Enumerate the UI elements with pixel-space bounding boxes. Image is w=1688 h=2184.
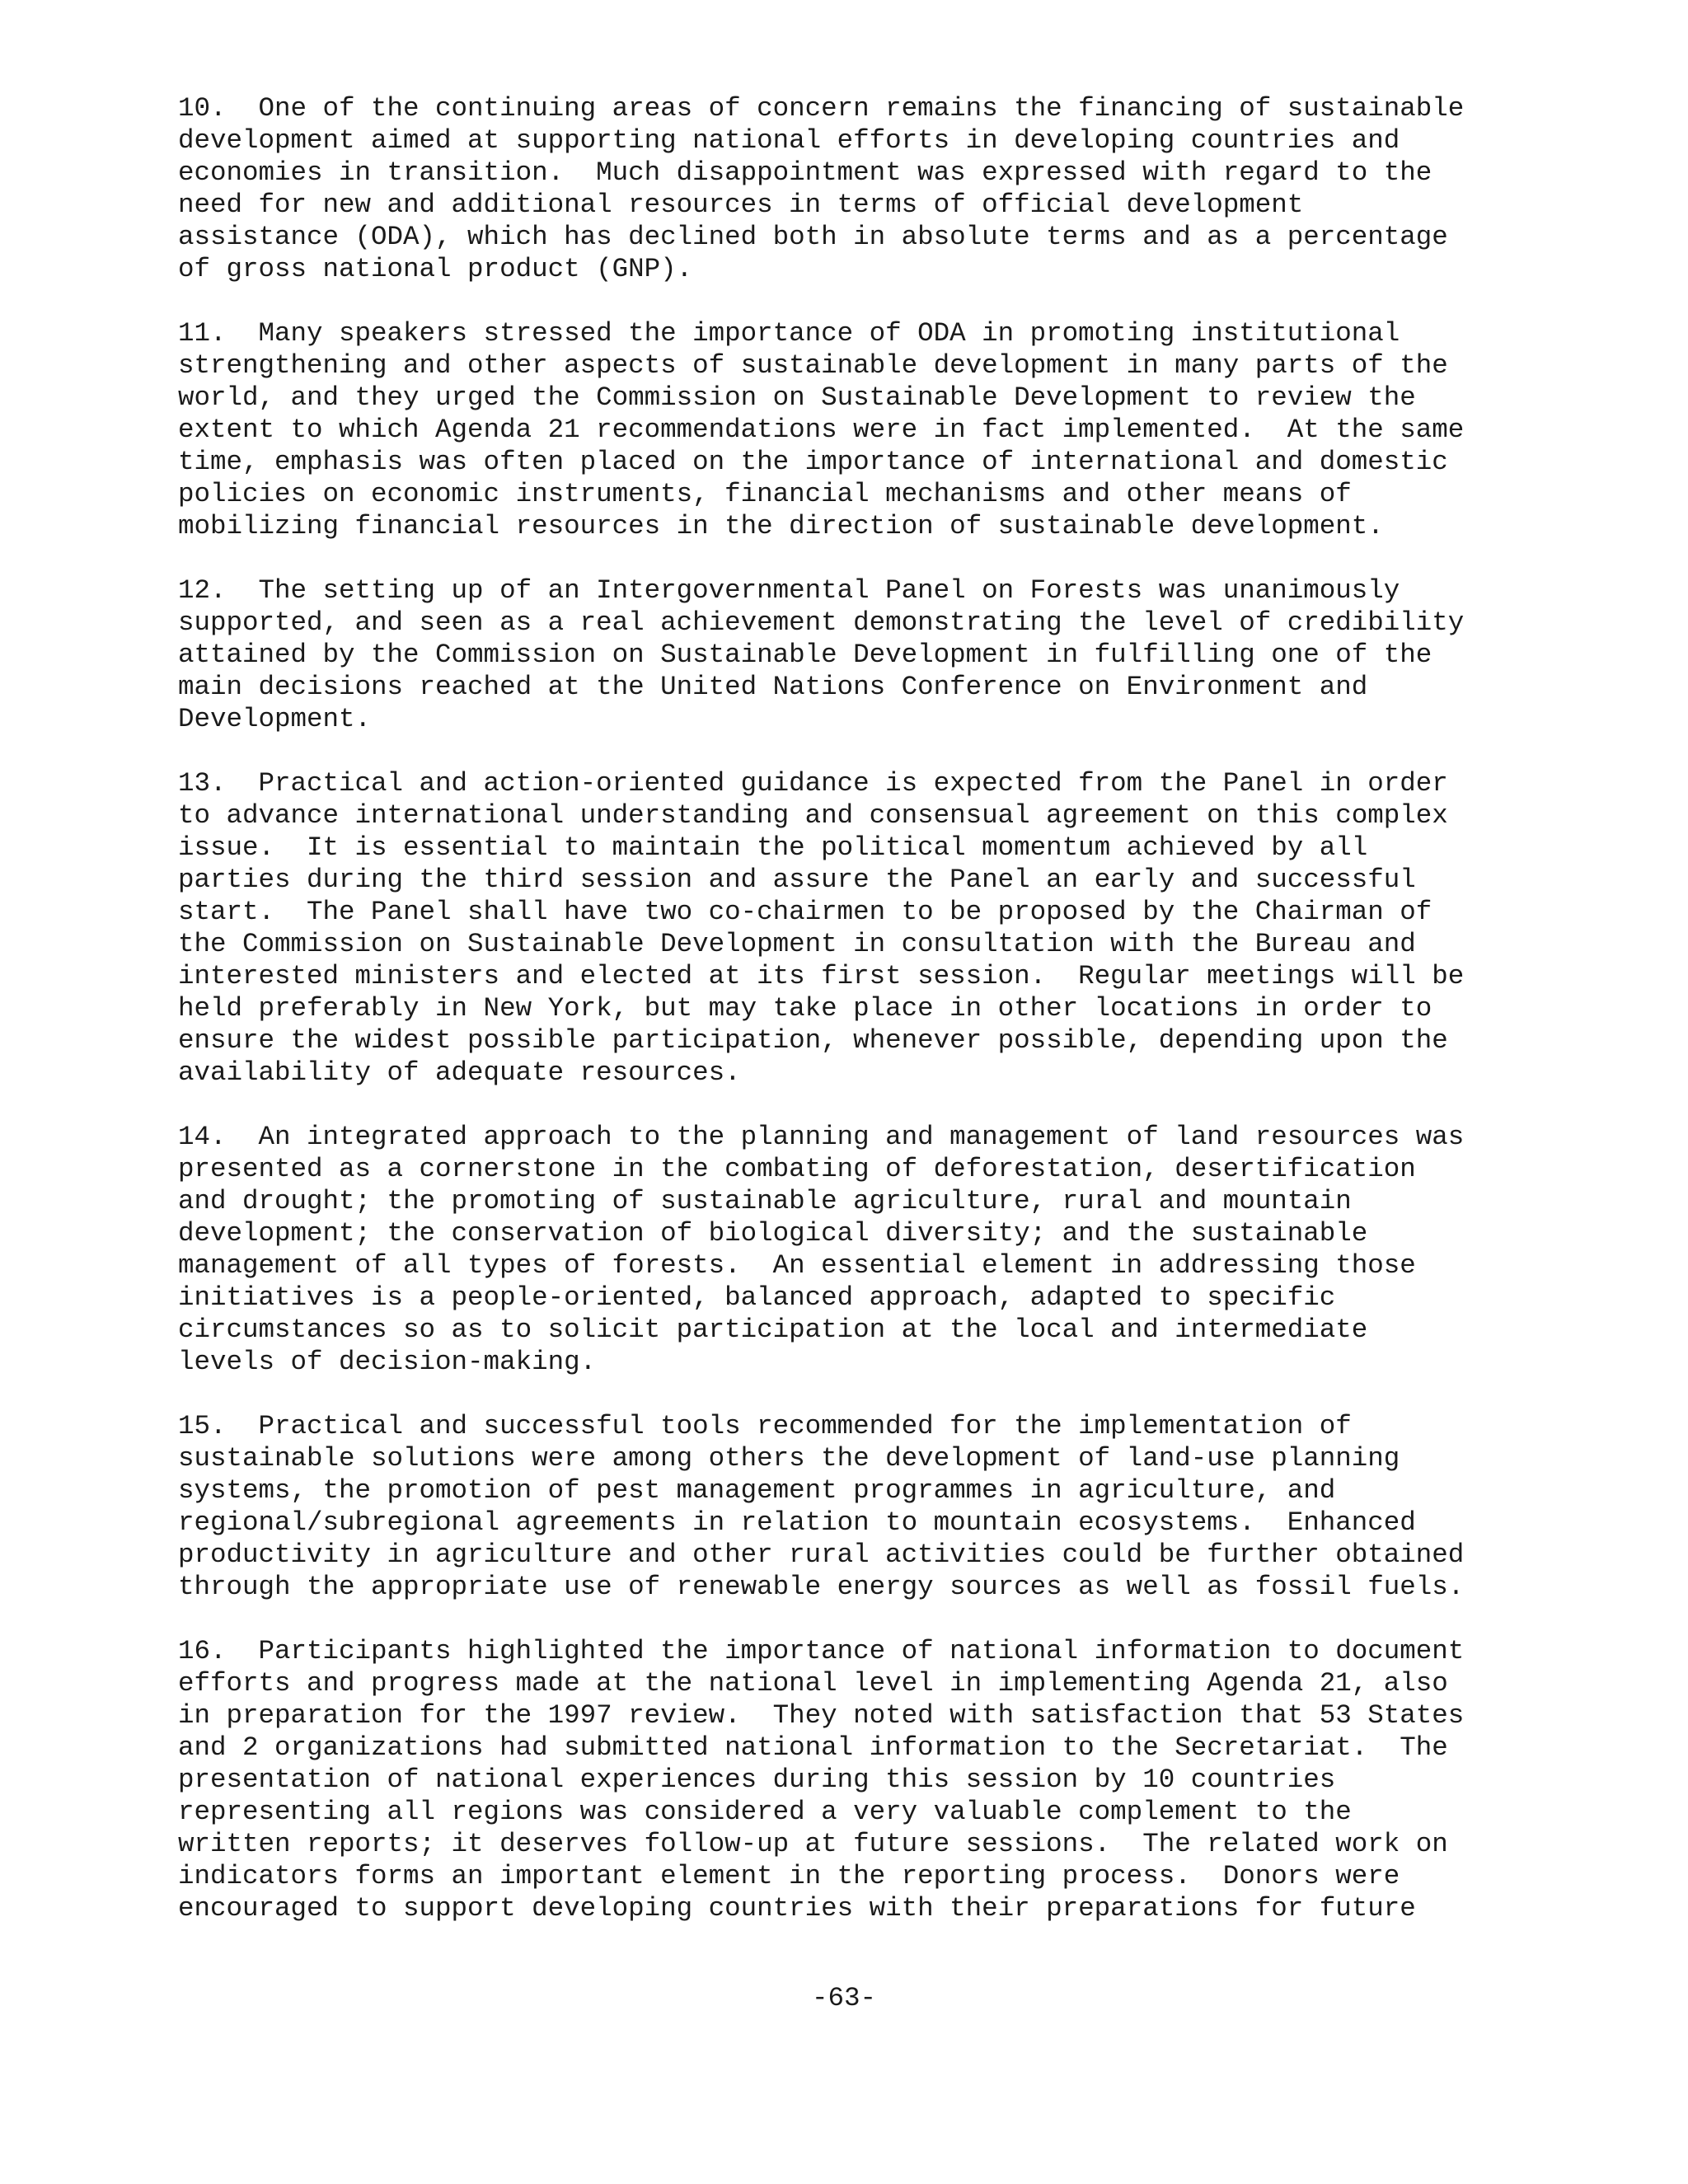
paragraph-13: 13. Practical and action-oriented guidance is expected from the Panel in order to advance international understanding and consensual agreement on this complex issue. It is essential to maintain the political momentum achieved by all parties during the third session and assure the Panel an early and successful start. The Panel shall have two co-chairmen to be proposed by the Chairman of the Commission on Sustainable Development in consultation with the Bureau and interested ministers and elected at its first session. Regular meetings will be held preferably in New York, but may take place in other locations in order to ensure the widest possible participation, whenever possible, depending upon the availability of adequate resources.: [178, 768, 1465, 1088]
page-number: -63-: [811, 1983, 876, 2013]
paragraph-14: 14. An integrated approach to the planning and management of land resources was presented as a cornerstone in the combating of deforestation, desertification and drought; the promoting of sustainable agriculture, rural and mountain development; the conservation of biological diversity; and the sustainable management of all types of forests. An essential element in addressing those initiatives is a people-oriented, balanced approach, adapted to specific circumstances so as to solicit participation at the local and intermediate levels of decision-making.: [178, 1122, 1465, 1377]
document-body: [178, 92, 1530, 1924]
paragraph-11: 11. Many speakers stressed the importance of ODA in promoting institutional strengthening and other aspects of sustainable development in many parts of the world, and they urged the Commission on Sustainable Development to review the extent to which Agenda 21 recommendations were in fact implemented. At the same time, emphasis was often placed on the importance of international and domestic policies on economic instruments, financial mechanisms and other means of mobilizing financial resources in the direction of sustainable development.: [178, 318, 1465, 541]
paragraph-15: 15. Practical and successful tools recommended for the implementation of sustainable solutions were among others the development of land-use planning systems, the promotion of pest management programmes in agriculture, and regional/subregional agreements in relation to mountain ecosystems. Enhanced productivity in agriculture and other rural activities could be further obtained through the appropriate use of renewable energy sources as well as fossil fuels.: [178, 1411, 1465, 1602]
paragraph-16: 16. Participants highlighted the importance of national information to document efforts and progress made at the national level in implementing Agenda 21, also in preparation for the 1997 review. They noted with satisfaction that 53 States and 2 organizations had submitted national information to the Secretariat. The presentation of national experiences during this session by 10 countries representing all regions was considered a very valuable complement to the written reports; it deserves follow-up at future sessions. The related work on indicators forms an important element in the reporting process. Donors were encouraged to support developing countries with their preparations for future: [178, 1636, 1465, 1924]
paragraph-12: 12. The setting up of an Intergovernmental Panel on Forests was unanimously supported, and seen as a real achievement demonstrating the level of credibility attained by the Commission on Sustainable Development in fulfilling one of the main decisions reached at the United Nations Conference on Environment and Development.: [178, 575, 1465, 734]
paragraph-10: 10. One of the continuing areas of concern remains the financing of sustainable development aimed at supporting national efforts in developing countries and economies in transition. Much disappointment was expressed with regard to the need for new and additional resources in terms of official development assistance (ODA), which has declined both in absolute terms and as a percentage of gross national product (GNP).: [178, 93, 1465, 284]
